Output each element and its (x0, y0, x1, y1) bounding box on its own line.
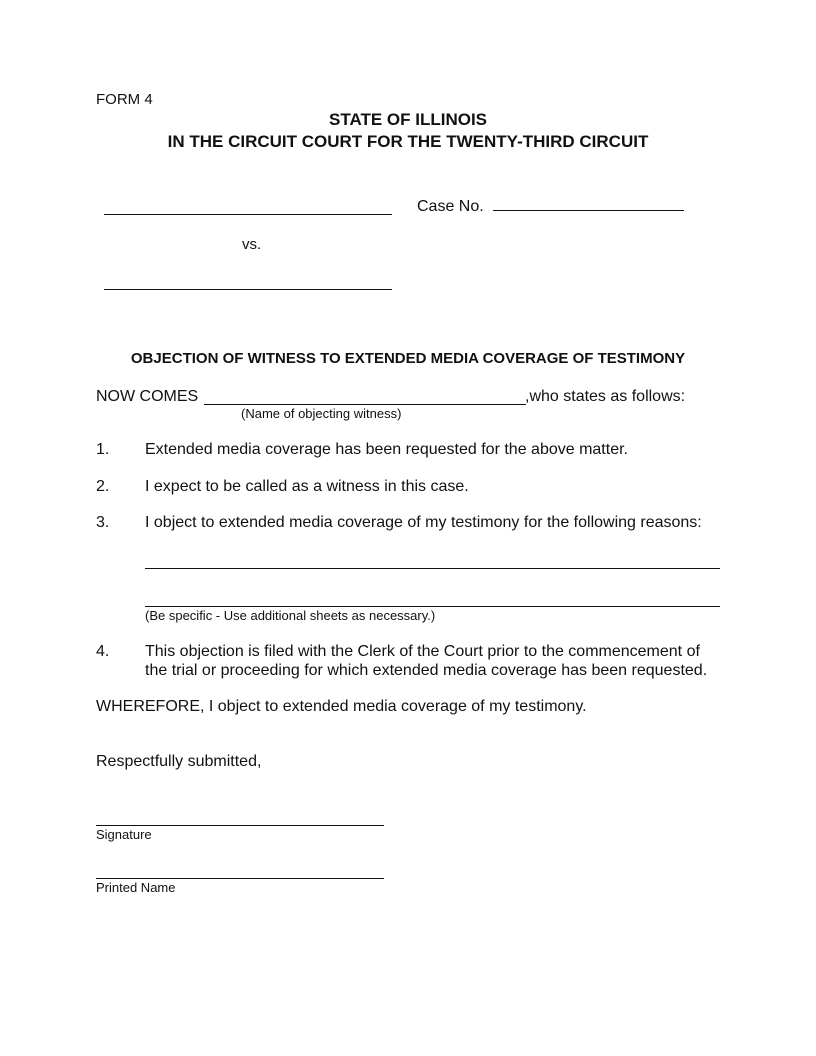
reasons-line-1[interactable] (145, 568, 720, 569)
case-number-line[interactable] (493, 210, 684, 211)
item-number: 3. (96, 514, 110, 531)
witness-name-line[interactable] (204, 404, 526, 405)
item-number: 1. (96, 441, 110, 458)
document-title: OBJECTION OF WITNESS TO EXTENDED MEDIA COVERAGE OF TESTIMONY (130, 350, 686, 367)
item-text: I object to extended media coverage of my testimony for the following reasons: (145, 514, 702, 531)
item-text: Extended media coverage has been requested for the above matter. (145, 441, 628, 458)
state-heading: STATE OF ILLINOIS (328, 110, 488, 129)
printed-name-label: Printed Name (96, 880, 176, 895)
reasons-line-2[interactable] (145, 606, 720, 607)
versus-label: vs. (242, 236, 262, 253)
item-text: This objection is filed with the Clerk of the Court prior to the commencement of the trial or proceeding for which extended media coverage has been requested. (145, 643, 708, 679)
signature-label: Signature (96, 827, 152, 842)
witness-name-caption: (Name of objecting witness) (241, 406, 402, 421)
item-text: I expect to be called as a witness in this case. (145, 478, 469, 495)
wherefore-clause: WHEREFORE, I object to extended media coverage of my testimony. (96, 698, 587, 715)
now-comes-label: NOW COMES (96, 388, 199, 405)
form-number-label: FORM 4 (96, 91, 153, 108)
defendant-name-line[interactable] (104, 289, 392, 290)
item-number: 4. (96, 643, 110, 660)
states-follows-label: ,who states as follows: (525, 388, 686, 405)
item-number: 2. (96, 478, 110, 495)
printed-name-line[interactable] (96, 878, 384, 879)
closing-text: Respectfully submitted, (96, 753, 262, 770)
reasons-caption: (Be specific - Use additional sheets as necessary.) (145, 608, 436, 623)
court-heading: IN THE CIRCUIT COURT FOR THE TWENTY-THIRD CIRCUIT (167, 132, 649, 151)
plaintiff-name-line[interactable] (104, 214, 392, 215)
case-number-label: Case No. (417, 198, 484, 215)
signature-line[interactable] (96, 825, 384, 826)
